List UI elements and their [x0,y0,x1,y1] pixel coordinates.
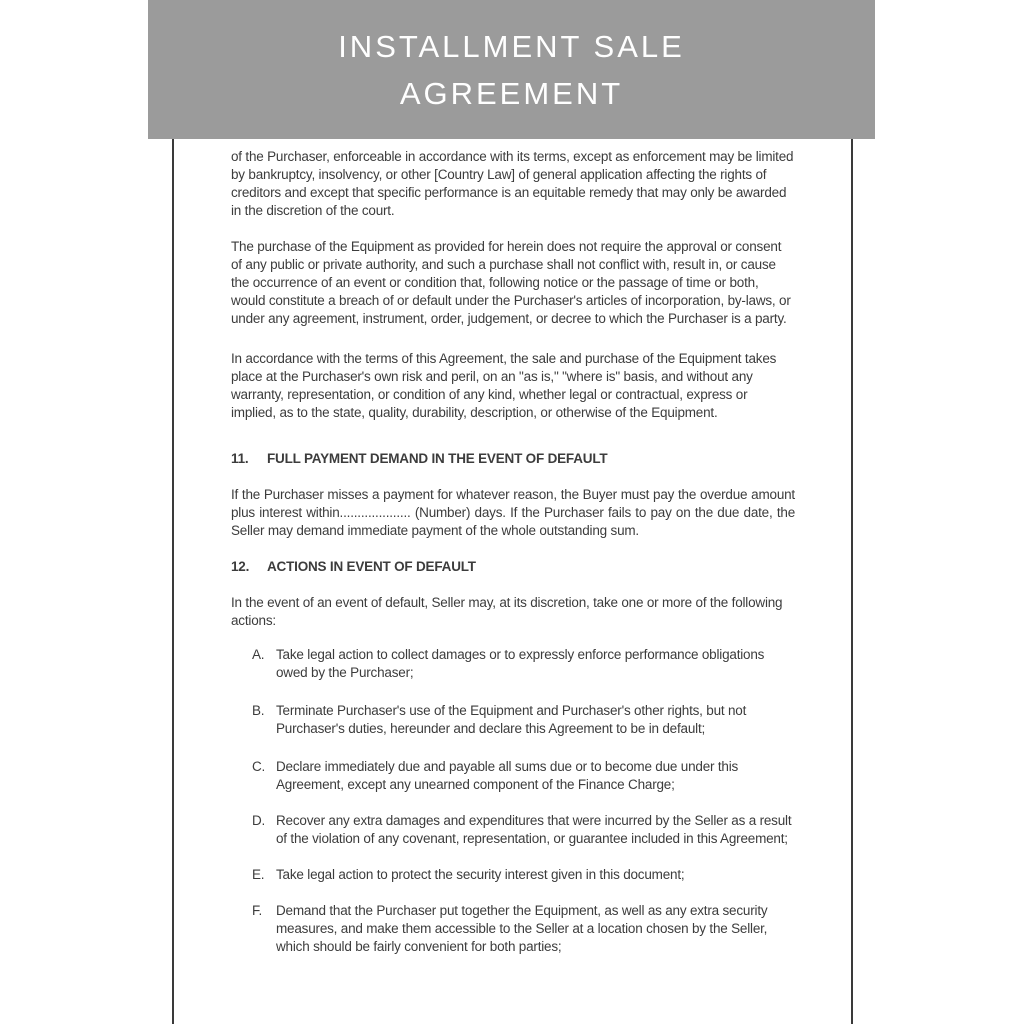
list-item-b [231,702,795,738]
paragraph-actions-intro: In the event of an event of default, Seller may, at its discretion, take one or more of the following actions: [231,595,783,628]
section-number: 11. [231,451,249,466]
section-heading-12 [231,558,795,576]
document-title-banner [148,0,875,139]
list-item-text: Take legal action to protect the security interest given in this document; [276,867,685,882]
list-item-text: Demand that the Purchaser put together the Equipment, as well as any extra security measures, and make them accessible to the Seller at a location chosen by the Seller, which should be fairly convenient for both parties; [276,903,768,954]
list-letter: E. [252,867,265,882]
paragraph-as-is-basis: In accordance with the terms of this Agreement, the sale and purchase of the Equipment takes place at the Purchaser's own risk and peril, on an "as is," "where is" basis, and without any warranty, representation, or condition of any kind, whether legal or contractual, express or implied, as to the state, quality, durability, description, or otherwise of the Equipment. [231,351,777,420]
list-letter: B. [252,703,265,718]
paragraph-enforceability: of the Purchaser, enforceable in accordance with its terms, except as enforcement may be limited by bankruptcy, insolvency, or other [Country Law] of general application affecting the rights of creditors and except that specific performance is an equitable remedy that may only be awarded in the discretion of the court. [231,149,794,218]
paragraph-purchase-approval: The purchase of the Equipment as provided for herein does not require the approval or consent of any public or private authority, and such a purchase shall not conflict with, result in, or cause the occurrence of an event or condition that, following notice or the passage of time or both, would constitute a breach of or default under the Purchaser's articles of incorporation, by-laws, or under any agreement, instrument, order, judgement, or decree to which the Purchaser is a party. [231,239,791,326]
list-letter: D. [252,813,266,828]
section-number: 12. [231,559,250,574]
section-heading-11 [231,450,795,468]
list-item-text: Terminate Purchaser's use of the Equipment and Purchaser's other rights, but not Purchaser's duties, hereunder and declare this Agreement to be in default; [276,703,747,736]
list-letter: F. [252,903,263,918]
page-border-right [851,139,853,1024]
section-title: FULL PAYMENT DEMAND IN THE EVENT OF DEFAULT [267,451,608,466]
list-item-text: Recover any extra damages and expenditures that were incurred by the Seller as a result of the violation of any covenant, representation, or guarantee included in this Agreement; [276,813,792,846]
list-item-text: Take legal action to collect damages or to expressly enforce performance obligations owed by the Purchaser; [276,647,765,680]
list-item-text: Declare immediately due and payable all sums due or to become due under this Agreement, except any unearned component of the Finance Charge; [276,759,739,792]
list-item-a [231,646,795,682]
list-item-c [231,758,795,794]
list-letter: A. [252,647,265,662]
document-title-line-1: INSTALLMENT SALE [338,28,685,64]
document-title-line-2: AGREEMENT [399,75,624,111]
document-body [231,148,795,956]
list-item-e [231,866,795,884]
section-title: ACTIONS IN EVENT OF DEFAULT [267,559,476,574]
paragraph-full-payment-demand: If the Purchaser misses a payment for whatever reason, the Buyer must pay the overdue amount plus interest within.................... (Number) days. If the Purchaser fails to pay on the due date, the Seller may demand immediate payment of the whole outstanding sum. [231,487,795,538]
list-letter: C. [252,759,266,774]
page-border-left [172,139,174,1024]
list-item-f [231,902,795,956]
list-item-d [231,812,795,848]
